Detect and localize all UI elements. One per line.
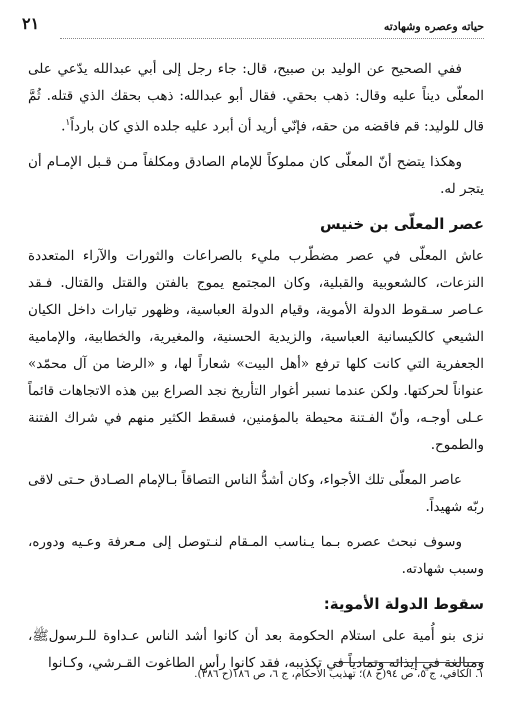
footnote-marker: ١ xyxy=(65,118,71,128)
paragraph-1-end: . xyxy=(61,118,66,135)
footnote: ١. الكافي، ج ٥، ص ٩٤(ح ٨)؛ تهذيب الأحكام، ج ٦، ص ١٨٦(ح ٣٨٦). xyxy=(194,668,484,680)
page-body xyxy=(28,56,484,685)
running-header: حياته وعصره وشهادته xyxy=(383,20,484,33)
paragraph-1 xyxy=(28,56,484,141)
section-heading-umayyad-fall: سقوط الدولة الأموية: xyxy=(323,594,484,613)
paragraph-1-text: ففي الصحيح عن الوليد بن صبيح، قال: جاء رجل إلى أبي عبدالله يدّعي على المعلّى ديناً عليه وقال: ذهب بحقي. فقال أبو عبدالله: ذهب بحقك الذي قتله. ثُمَّ قال للوليد: قم فاقضه من حقه، فإنّي أريد أن أبرد عليه جلده الذي كان بارداً xyxy=(28,61,484,135)
footnote-rule xyxy=(334,662,484,663)
paragraph-4: عاصر المعلّى تلك الأجواء، وكان أشدُّ الناس التصاقاً بـالإمام الصـادق حـتى لاقى ربّه شهيداً. xyxy=(28,471,484,515)
section-heading-era: عصر المعلّى بن خنيس xyxy=(319,214,484,233)
paragraph-3: عاش المعلّى في عصر مضطّرب مليء بالصراعات والثورات والآراء المتعددة النزعات، كالشعوبية والقبلية، وكان المجتمع يموج بالفتن والقتل والقتال. فـقد عـاصر سـقوط الدولة الأموية، وقيام الدولة العباسية، وظهور تيارات داخل الكيان الشيعي كالكيسانية العباسية، والزيدية الحسنية، والمغيرية، والخطابية، والإمامية الجعفرية التي كانت كلها ترفع «أهل البيت» شعاراً لها، و «الرضا من آل محمّد» عنواناً لحركتها. ولكن عندما نسبر أغوار التأريخ نجد الصراع بين هذه الاتجاهات قائماً عـلى أوجـه، وأنّ الفـتنة محيطة بالمؤمنين، فسقط الكثير منهم في شراك الفتنة والطموح. xyxy=(28,247,484,453)
header-rule xyxy=(60,38,484,39)
paragraph-5: وسوف نبحث عصره بـما يـناسب المـقام لنـتوصل إلى مـعرفة وعـيه ودوره، وسبب شهادته. xyxy=(28,533,484,577)
page-number: ٢١ xyxy=(22,14,40,33)
paragraph-2: وهكذا يتضح أنّ المعلّى كان مملوكاً للإمام الصادق ومكلفاً مـن قـبل الإمـام أن يتجر له. xyxy=(28,153,484,197)
paragraph-6: نزى بنو أُمية على استلام الحكومة بعد أن كانوا أشد الناس عـداوة للـرسولﷺ، ومبالغة في إيذائه وتمادياً في تكذيبه، فقد كانوا رأس الطاغوت القـرشي، وكـانوا xyxy=(28,627,484,671)
